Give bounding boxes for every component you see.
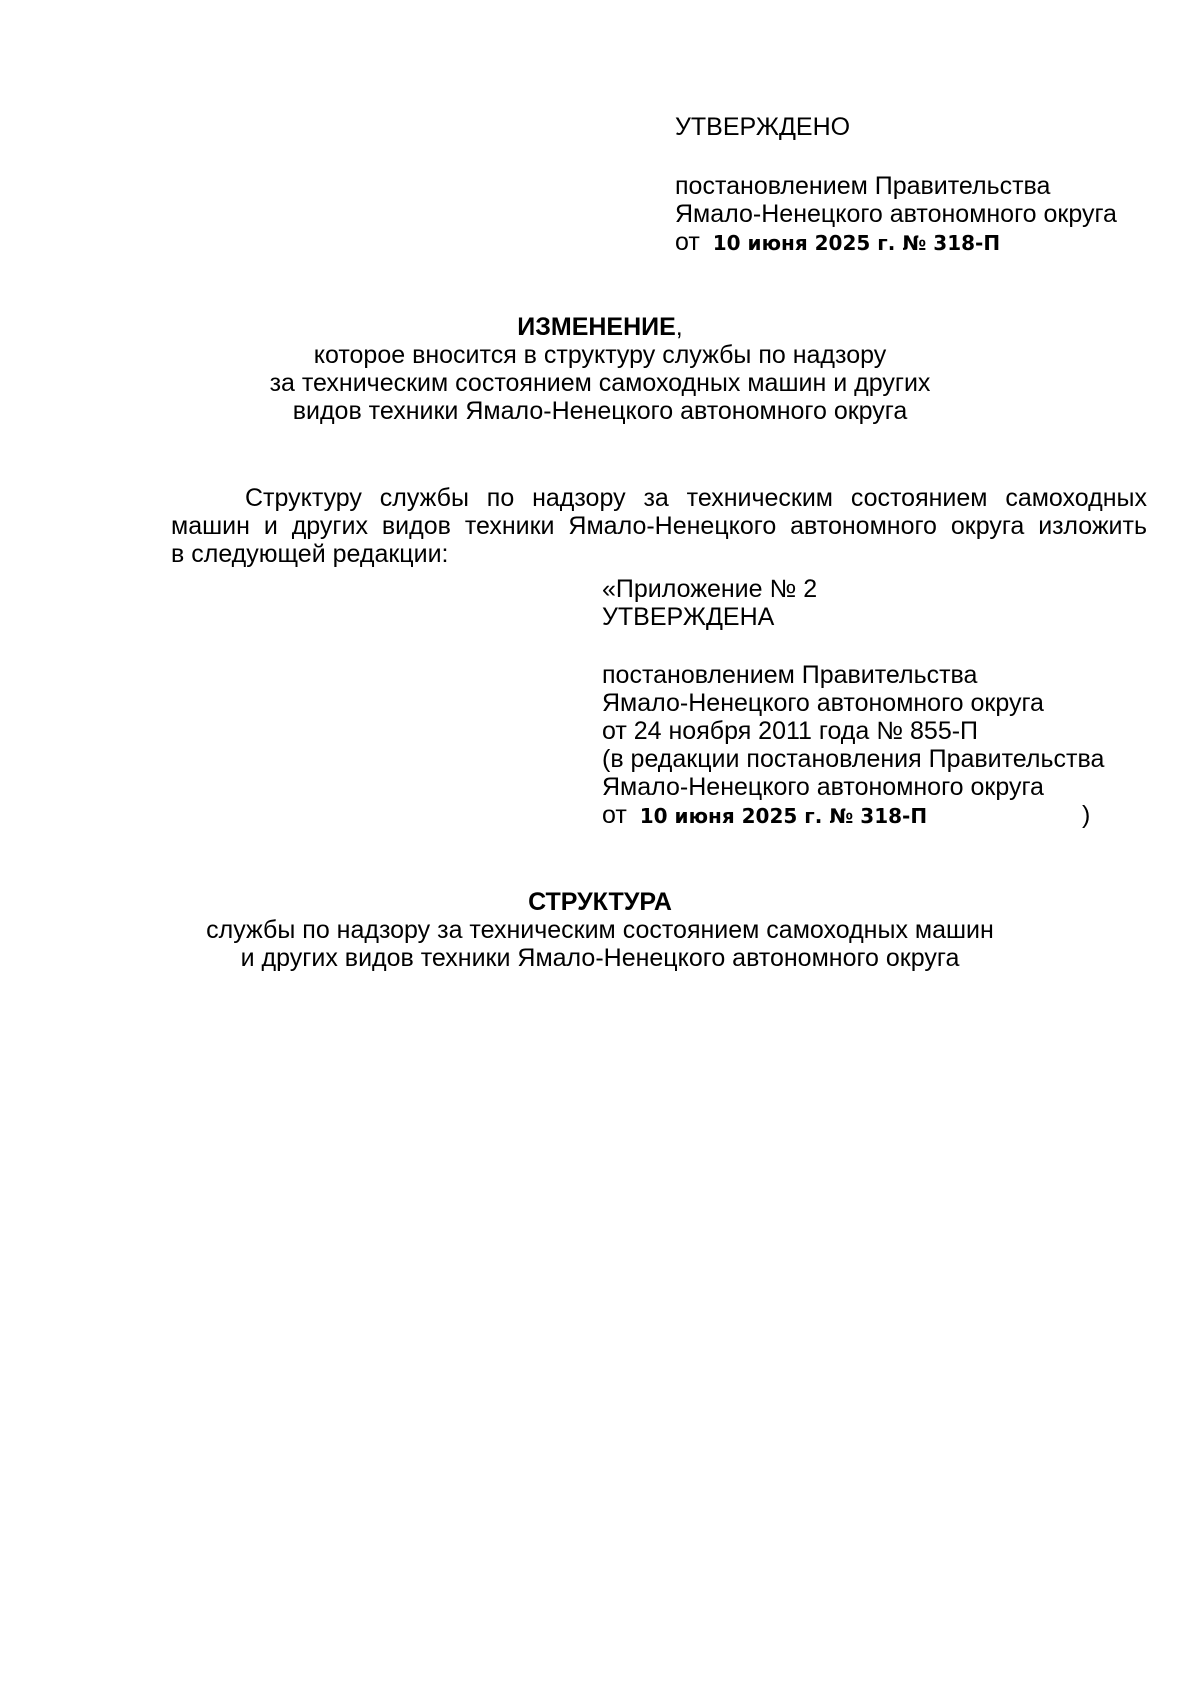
appendix-from-prefix: от	[602, 801, 627, 829]
change-subtitle-line-2: за техническим состоянием самоходных машин и других	[269, 369, 931, 397]
body-line-3: в следующей редакции:	[171, 540, 449, 568]
appendix-date-number: 10 июня 2025 г. № 318-П	[639, 804, 928, 828]
structure-line-1: службы по надзору за техническим состоянием самоходных машин	[206, 916, 994, 944]
appendix-label: «Приложение № 2	[602, 575, 818, 603]
body-line-2: машин и других видов техники Ямало-Ненецкого автономного округа изложить	[171, 512, 1147, 540]
change-title: ИЗМЕНЕНИЕ	[517, 313, 676, 341]
appendix-line-1: постановлением Правительства	[602, 661, 978, 689]
change-subtitle-line-3: видов техники Ямало-Ненецкого автономного округа	[292, 397, 908, 425]
appendix-closing-paren: )	[1082, 801, 1091, 829]
appendix-line-3: от 24 ноября 2011 года № 855-П	[602, 717, 979, 745]
approval-line-2: Ямало-Ненецкого автономного округа	[675, 200, 1117, 228]
approval-line-1: постановлением Правительства	[675, 172, 1051, 200]
appendix-line-2: Ямало-Ненецкого автономного округа	[602, 689, 1044, 717]
approval-date-line	[675, 228, 1000, 257]
appendix-line-4: (в редакции постановления Правительства	[602, 745, 1105, 773]
appendix-approved: УТВЕРЖДЕНА	[602, 603, 775, 631]
approval-from-prefix: от	[675, 228, 700, 256]
body-line-1: Структуру службы по надзору за техническим состоянием самоходных	[245, 484, 1147, 512]
approval-heading: УТВЕРЖДЕНО	[675, 113, 851, 141]
structure-line-2: и других видов техники Ямало-Ненецкого автономного округа	[240, 944, 960, 972]
appendix-line-5: Ямало-Ненецкого автономного округа	[602, 773, 1044, 801]
change-title-suffix: ,	[675, 313, 683, 341]
change-title-line	[0, 313, 1200, 341]
structure-title: СТРУКТУРА	[528, 888, 672, 916]
approval-date-number: 10 июня 2025 г. № 318-П	[712, 231, 1001, 255]
appendix-date-line	[602, 801, 927, 830]
change-subtitle-line-1: которое вносится в структуру службы по надзору	[313, 341, 887, 369]
